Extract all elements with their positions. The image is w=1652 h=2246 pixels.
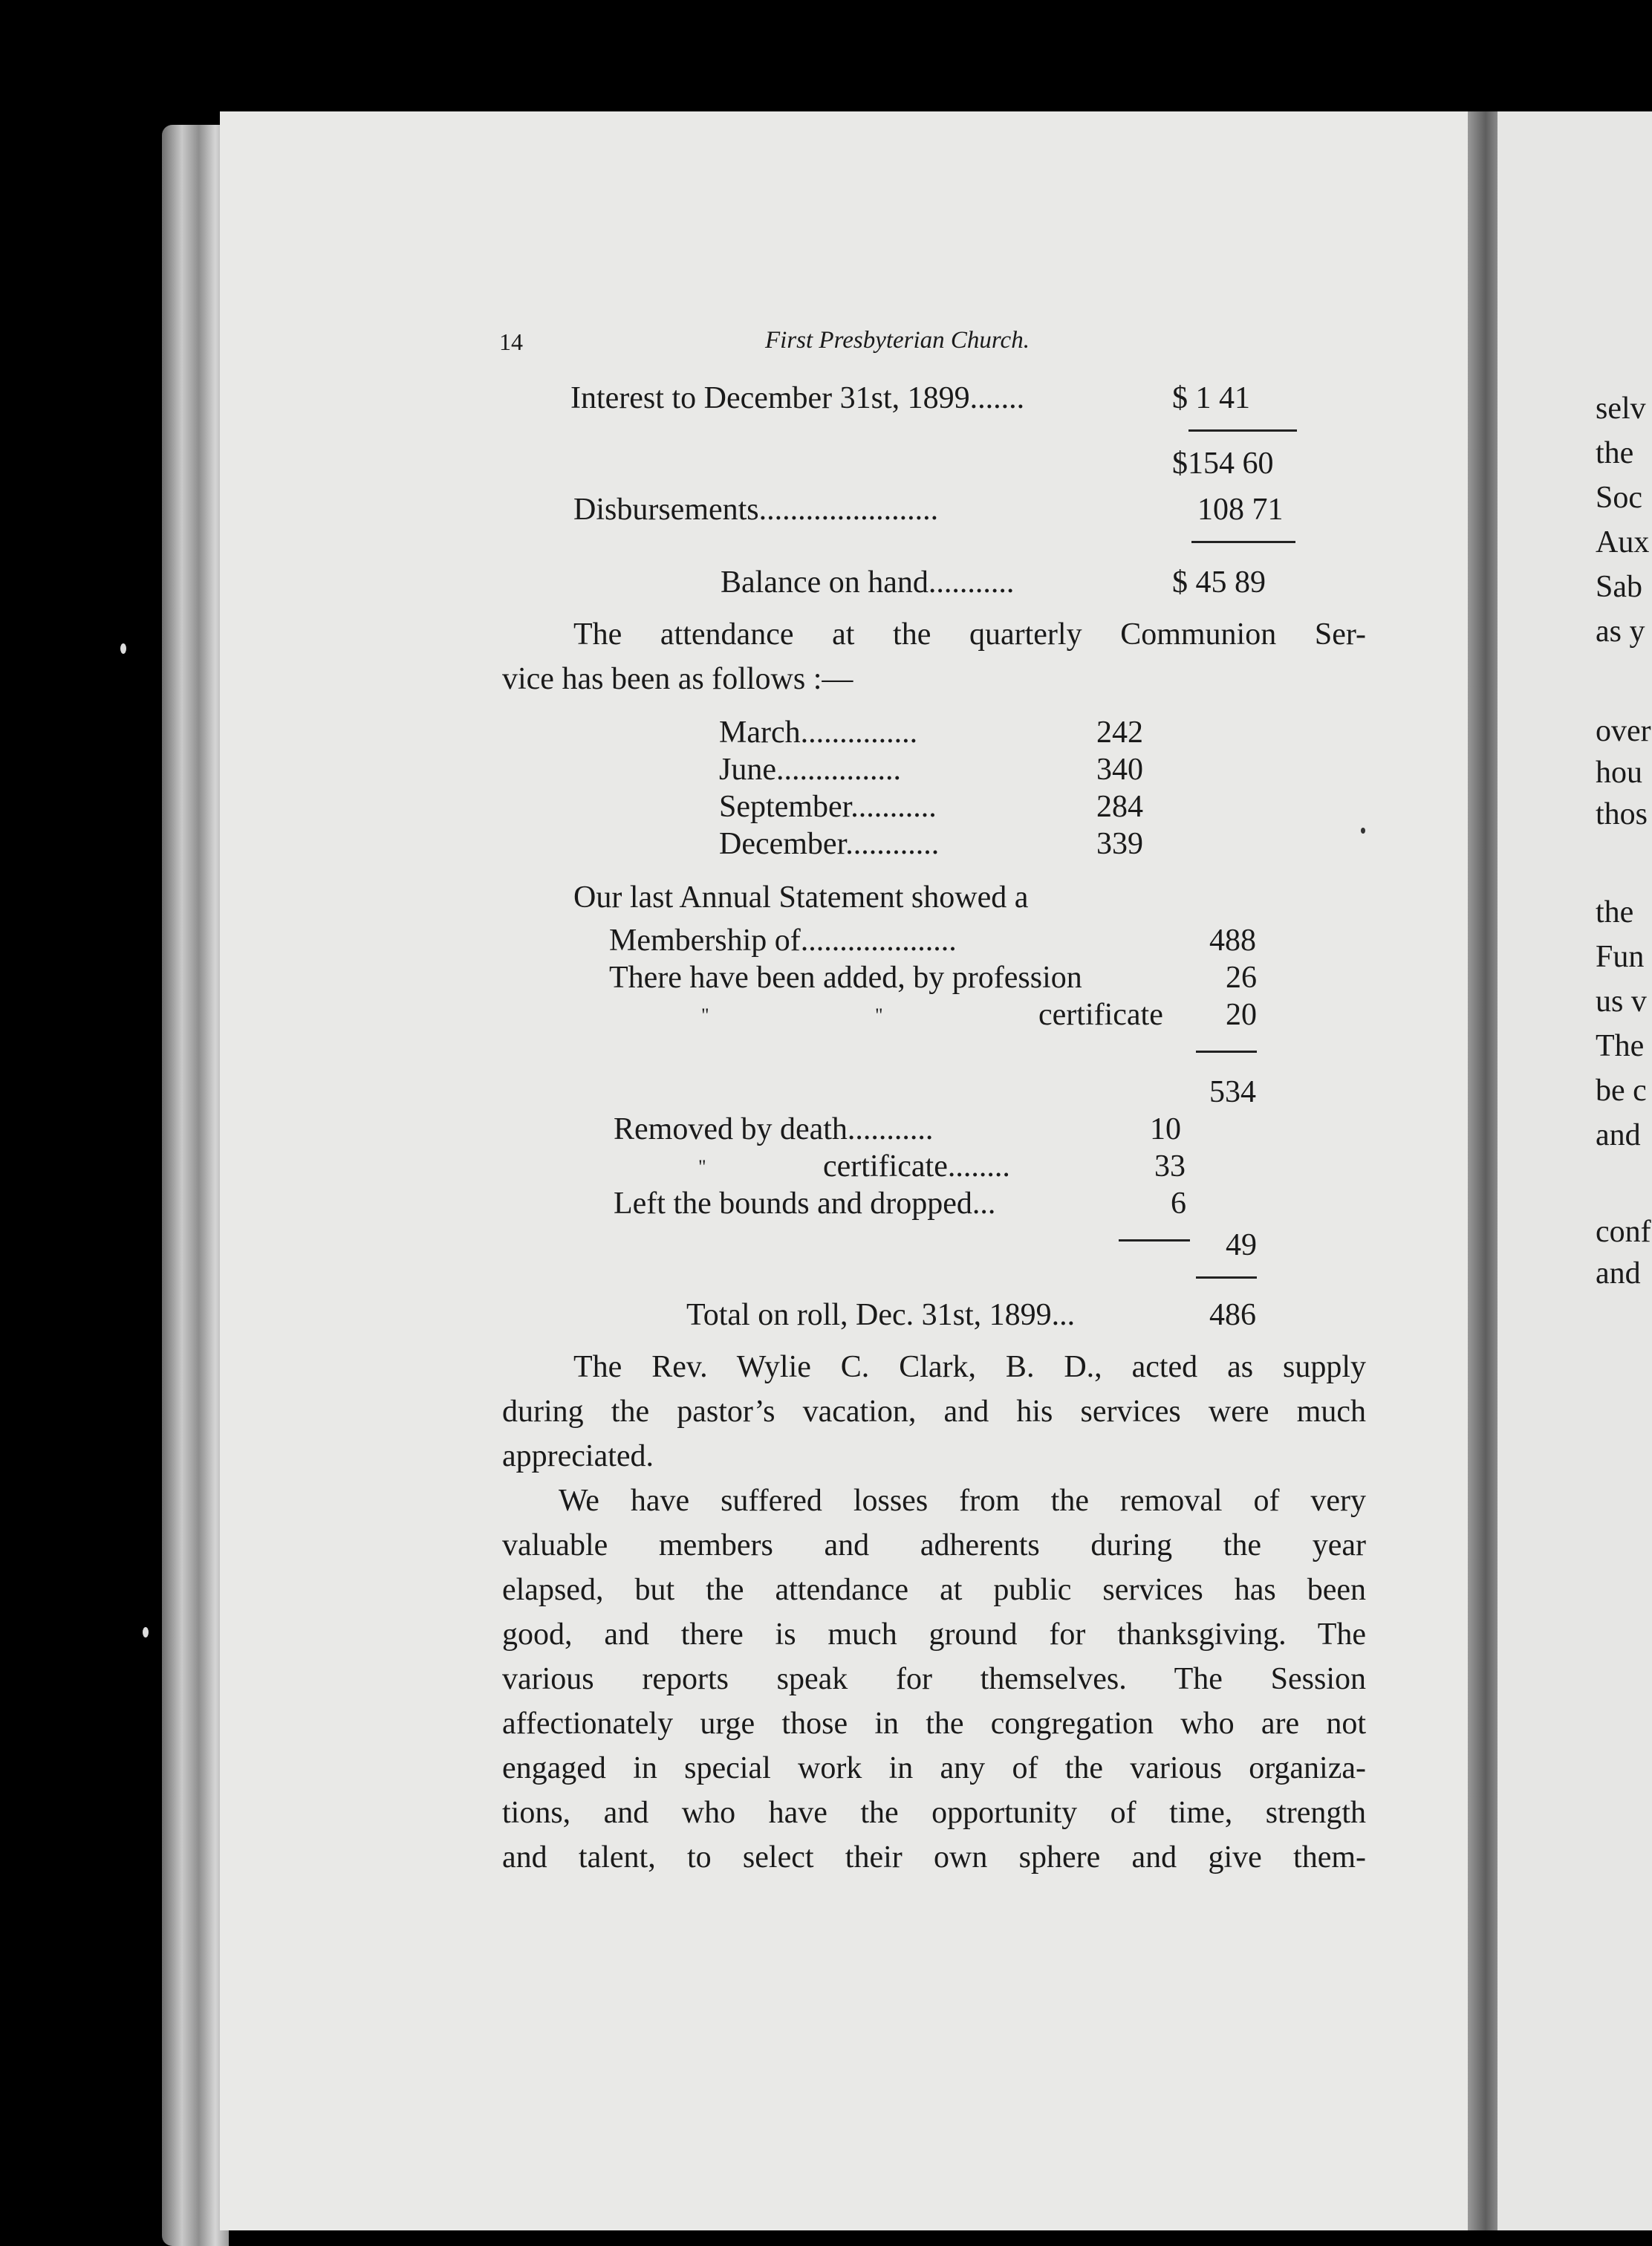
- page-number: 14: [499, 328, 523, 355]
- ditto-mark: ": [701, 1004, 709, 1026]
- paragraph-line: various reports speak for themselves. The Session: [502, 1662, 1366, 1696]
- subtotal-value: $154 60: [1172, 447, 1274, 481]
- sum-rule: [1188, 429, 1297, 432]
- attendance-count: 340: [1096, 753, 1143, 787]
- added-profession-label: There have been added, by profession: [609, 961, 1082, 995]
- right-page-fragment: conf: [1596, 1215, 1651, 1249]
- total-value: 486: [1209, 1298, 1256, 1332]
- membership-previous-value: 488: [1209, 924, 1256, 958]
- right-page-fragment: Soc: [1596, 481, 1642, 515]
- attendance-month: March...............: [719, 715, 918, 750]
- balance-label: Balance on hand...........: [721, 565, 1015, 600]
- page-stack-edge: [162, 125, 229, 2246]
- right-page-fragment: the: [1596, 436, 1634, 470]
- dust-speck: [143, 1627, 149, 1638]
- right-page-fragment: Fun: [1596, 940, 1645, 974]
- right-page-fragment: be c: [1596, 1074, 1647, 1108]
- right-page-fragment: The: [1596, 1029, 1645, 1063]
- paragraph-line: during the pastor’s vacation, and his services were much: [502, 1395, 1366, 1429]
- book-gutter: [1468, 111, 1497, 2230]
- balance-value: $ 45 89: [1172, 565, 1266, 600]
- attendance-intro-line2: vice has been as follows :—: [502, 662, 853, 696]
- sum-rule: [1196, 1051, 1257, 1053]
- removed-certificate-label: certificate........: [823, 1149, 1010, 1184]
- paragraph-line: valuable members and adherents during the year: [502, 1528, 1366, 1562]
- right-page-fragment: over: [1596, 714, 1651, 748]
- paragraph-line: elapsed, but the attendance at public services has been: [502, 1573, 1366, 1607]
- attendance-count: 284: [1096, 790, 1143, 824]
- total-label: Total on roll, Dec. 31st, 1899...: [686, 1298, 1076, 1332]
- right-page-fragment: Aux: [1596, 525, 1650, 559]
- right-page-fragment: thos: [1596, 797, 1648, 831]
- dropped-value: 6: [1171, 1187, 1186, 1221]
- added-certificate-label: certificate: [1038, 998, 1163, 1032]
- membership-subtotal: 534: [1209, 1075, 1256, 1109]
- paragraph-line: appreciated.: [502, 1439, 654, 1473]
- running-title: First Presbyterian Church.: [765, 327, 1030, 354]
- added-certificate-value: 20: [1226, 998, 1257, 1032]
- right-page: [1497, 111, 1652, 2230]
- added-profession-value: 26: [1226, 961, 1257, 995]
- membership-intro: Our last Annual Statement showed a: [573, 880, 1029, 915]
- right-page-fragment: and: [1596, 1256, 1641, 1291]
- removed-total: 49: [1226, 1228, 1257, 1262]
- attendance-count: 242: [1096, 715, 1143, 750]
- paragraph-line: affectionately urge those in the congregation who are not: [502, 1707, 1366, 1741]
- attendance-month: September...........: [719, 790, 937, 824]
- right-page-fragment: Sab: [1596, 570, 1642, 604]
- removed-certificate-value: 33: [1154, 1149, 1186, 1184]
- removed-death-label: Removed by death...........: [614, 1112, 934, 1146]
- membership-previous-label: Membership of....................: [609, 924, 957, 958]
- right-page-fragment: and: [1596, 1118, 1641, 1152]
- removed-death-value: 10: [1150, 1112, 1181, 1146]
- sum-rule: [1119, 1239, 1190, 1242]
- paragraph-line: engaged in special work in any of the various organiza-: [502, 1751, 1366, 1785]
- paragraph-line: We have suffered losses from the removal of very: [559, 1484, 1366, 1518]
- right-page-fragment: us v: [1596, 984, 1647, 1019]
- ditto-mark: ": [698, 1156, 706, 1178]
- attendance-month: December............: [719, 827, 940, 861]
- sum-rule: [1191, 541, 1295, 543]
- attendance-month: June................: [719, 753, 901, 787]
- paragraph-line: and talent, to select their own sphere and give them-: [502, 1840, 1366, 1875]
- dust-speck: [1361, 828, 1365, 834]
- right-page-fragment: hou: [1596, 756, 1642, 790]
- disbursements-label: Disbursements.......................: [573, 493, 939, 527]
- right-page-fragment: as y: [1596, 614, 1645, 649]
- right-page-fragment: selv: [1596, 392, 1646, 426]
- dropped-label: Left the bounds and dropped...: [614, 1187, 996, 1221]
- attendance-count: 339: [1096, 827, 1143, 861]
- disbursements-value: 108 71: [1197, 493, 1284, 527]
- sum-rule: [1196, 1276, 1257, 1279]
- attendance-intro-line1: The attendance at the quarterly Communion Ser-: [573, 617, 1366, 652]
- paragraph-line: The Rev. Wylie C. Clark, B. D., acted as supply: [573, 1350, 1366, 1384]
- interest-label: Interest to December 31st, 1899.......: [570, 381, 1025, 415]
- right-page-fragment: the: [1596, 895, 1634, 929]
- dust-speck: [120, 643, 126, 654]
- interest-value: $ 1 41: [1172, 381, 1250, 415]
- paragraph-line: tions, and who have the opportunity of time, strength: [502, 1796, 1366, 1830]
- paragraph-line: good, and there is much ground for thanksgiving. The: [502, 1617, 1366, 1652]
- ditto-mark: ": [875, 1004, 883, 1026]
